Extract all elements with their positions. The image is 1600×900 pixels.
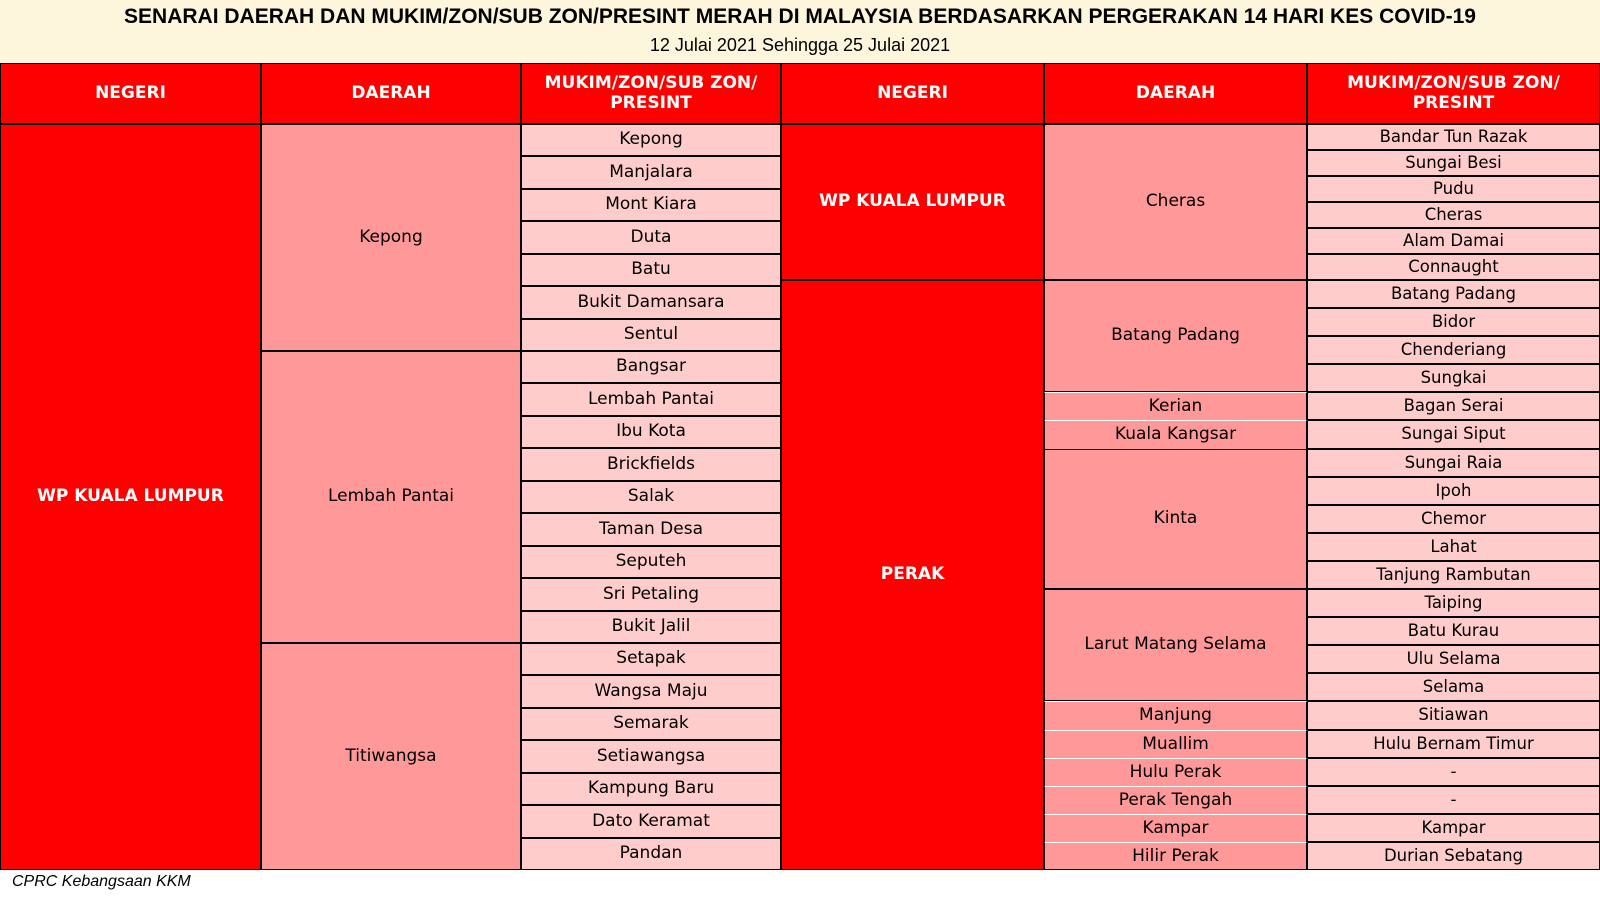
- right-mukim-cell: Chemor: [1307, 505, 1600, 533]
- right-mukim-cell: -: [1307, 786, 1600, 814]
- right-mukim-cell: Bagan Serai: [1307, 392, 1600, 420]
- header-mukim-line2: PRESINT: [610, 92, 692, 113]
- right-district-cell: Hulu Perak: [1044, 758, 1307, 786]
- right-mukim-cell: Taiping: [1307, 589, 1600, 617]
- left-mukim-cell: Bukit Damansara: [521, 286, 781, 319]
- right-mukim-cell: Kampar: [1307, 814, 1600, 842]
- right-district-cell: Hilir Perak: [1044, 842, 1307, 870]
- right-negeri-cell: WP KUALA LUMPUR: [781, 124, 1044, 280]
- left-mukim-cell: Pandan: [521, 838, 781, 870]
- left-mukim-cell: Lembah Pantai: [521, 383, 781, 416]
- right-mukim-cell: Sungai Siput: [1307, 420, 1600, 449]
- source-credit: CPRC Kebangsaan KKM: [12, 873, 191, 890]
- left-header-daerah: DAERAH: [261, 63, 521, 124]
- right-mukim-cell: Bidor: [1307, 308, 1600, 336]
- right-district-cell: Manjung: [1044, 701, 1307, 730]
- left-mukim-cell: Semarak: [521, 708, 781, 740]
- left-mukim-cell: Batu: [521, 254, 781, 286]
- right-mukim-cell: Sitiawan: [1307, 701, 1600, 730]
- right-mukim-cell: Lahat: [1307, 533, 1600, 561]
- right-mukim-cell: Chenderiang: [1307, 336, 1600, 364]
- right-mukim-cell: Sungkai: [1307, 364, 1600, 392]
- left-mukim-cell: Salak: [521, 481, 781, 513]
- right-mukim-cell: Selama: [1307, 673, 1600, 701]
- left-header-negeri: NEGERI: [0, 63, 261, 124]
- right-district-cell: Larut Matang Selama: [1044, 589, 1307, 701]
- right-mukim-cell: Connaught: [1307, 254, 1600, 280]
- left-mukim-cell: Bangsar: [521, 351, 781, 383]
- right-mukim-cell: Batang Padang: [1307, 280, 1600, 308]
- left-mukim-cell: Bukit Jalil: [521, 611, 781, 643]
- left-mukim-cell: Brickfields: [521, 448, 781, 481]
- left-mukim-cell: Kepong: [521, 124, 781, 156]
- left-district-cell: Titiwangsa: [261, 643, 521, 870]
- left-mukim-cell: Dato Keramat: [521, 805, 781, 838]
- right-mukim-cell: Pudu: [1307, 176, 1600, 202]
- right-mukim-cell: Tanjung Rambutan: [1307, 561, 1600, 589]
- left-district-cell: Kepong: [261, 124, 521, 351]
- right-mukim-cell: Batu Kurau: [1307, 617, 1600, 645]
- left-mukim-cell: Setapak: [521, 643, 781, 675]
- page-header: [0, 0, 1600, 63]
- right-header-mukim: [1307, 63, 1600, 124]
- left-mukim-cell: Wangsa Maju: [521, 675, 781, 708]
- left-mukim-cell: Taman Desa: [521, 513, 781, 546]
- right-mukim-cell: Hulu Bernam Timur: [1307, 730, 1600, 758]
- left-mukim-cell: Kampung Baru: [521, 773, 781, 805]
- red-zone-table: [0, 63, 1600, 870]
- left-mukim-cell: Mont Kiara: [521, 189, 781, 221]
- right-district-cell: Kuala Kangsar: [1044, 420, 1307, 449]
- left-header-mukim: [521, 63, 781, 124]
- right-district-cell: Kerian: [1044, 392, 1307, 420]
- left-district-cell: Lembah Pantai: [261, 351, 521, 643]
- left-mukim-cell: Manjalara: [521, 156, 781, 189]
- left-mukim-cell: Duta: [521, 221, 781, 254]
- header-mukim-line1: MUKIM/ZON/SUB ZON/: [544, 72, 758, 93]
- right-district-cell: Kampar: [1044, 814, 1307, 842]
- header-mukim-line1: MUKIM/ZON/SUB ZON/: [1347, 72, 1560, 93]
- right-negeri-cell: PERAK: [781, 280, 1044, 870]
- right-header-daerah: DAERAH: [1044, 63, 1307, 124]
- right-district-cell: Muallim: [1044, 730, 1307, 758]
- left-mukim-cell: Seputeh: [521, 546, 781, 578]
- page-title: SENARAI DAERAH DAN MUKIM/ZON/SUB ZON/PRESINT MERAH DI MALAYSIA BERDASARKAN PERGERAKAN 14 HARI KES COVID-19: [124, 5, 1476, 28]
- right-mukim-cell: Sungai Raia: [1307, 449, 1600, 477]
- right-district-cell: Cheras: [1044, 124, 1307, 280]
- right-mukim-cell: Ulu Selama: [1307, 645, 1600, 673]
- table-bottom-border: [0, 869, 1600, 870]
- header-mukim-line2: PRESINT: [1412, 92, 1495, 113]
- right-mukim-cell: Durian Sebatang: [1307, 842, 1600, 870]
- page-subtitle: 12 Julai 2021 Sehingga 25 Julai 2021: [649, 35, 951, 55]
- right-header-negeri: NEGERI: [781, 63, 1044, 124]
- right-district-cell: Kinta: [1044, 449, 1307, 589]
- right-district-cell: Batang Padang: [1044, 280, 1307, 392]
- right-district-cell: Perak Tengah: [1044, 786, 1307, 814]
- right-mukim-cell: Sungai Besi: [1307, 150, 1600, 176]
- left-negeri-cell: WP KUALA LUMPUR: [0, 124, 261, 870]
- right-mukim-cell: Alam Damai: [1307, 228, 1600, 254]
- left-mukim-cell: Setiawangsa: [521, 740, 781, 773]
- right-mukim-cell: Cheras: [1307, 202, 1600, 228]
- right-mukim-cell: Bandar Tun Razak: [1307, 124, 1600, 150]
- right-mukim-cell: -: [1307, 758, 1600, 786]
- left-mukim-cell: Sri Petaling: [521, 578, 781, 611]
- right-mukim-cell: Ipoh: [1307, 477, 1600, 505]
- left-mukim-cell: Ibu Kota: [521, 416, 781, 448]
- left-mukim-cell: Sentul: [521, 319, 781, 351]
